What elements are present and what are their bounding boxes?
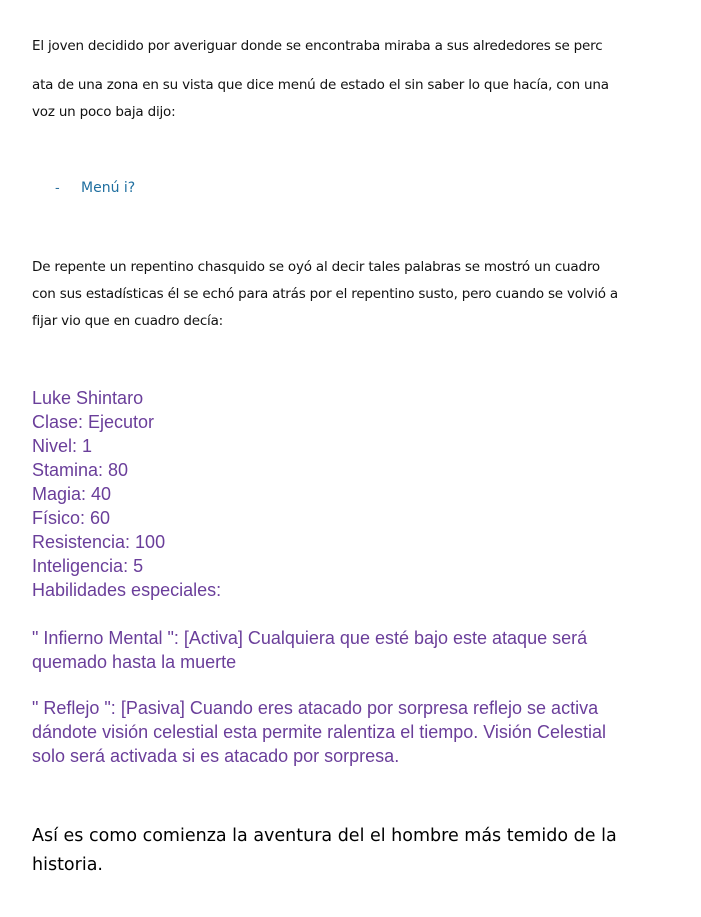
status-physical: Físico: 60 bbox=[32, 508, 111, 528]
status-level: Nivel: 1 bbox=[32, 436, 93, 456]
status-stamina: Stamina: 80 bbox=[32, 460, 129, 480]
intro-line-3: voz un poco baja dijo: bbox=[32, 104, 176, 120]
dialogue-dash: - bbox=[55, 181, 60, 196]
intro-line-2: ata de una zona en su vista que dice menú de estado el sin saber lo que hacía, con una bbox=[32, 77, 609, 93]
closing-line-1: Así es como comienza la aventura del el hombre más temido de la bbox=[32, 826, 617, 846]
narration-line-3: fijar vio que en cuadro decía: bbox=[32, 313, 224, 329]
status-special-header: Habilidades especiales: bbox=[32, 580, 222, 600]
status-class: Clase: Ejecutor bbox=[32, 412, 155, 432]
status-name: Luke Shintaro bbox=[32, 388, 144, 408]
ability-2-line-3: solo será activada si es atacado por sorpresa. bbox=[32, 746, 400, 766]
status-resistance: Resistencia: 100 bbox=[32, 532, 166, 552]
status-magic: Magia: 40 bbox=[32, 484, 112, 504]
dialogue-text: Menú i? bbox=[81, 180, 136, 196]
ability-1-line-1: " Infierno Mental ": [Activa] Cualquiera que esté bajo este ataque será bbox=[32, 628, 588, 648]
closing-line-2: historia. bbox=[32, 855, 103, 875]
ability-2-line-2: dándote visión celestial esta permite ralentiza el tiempo. Visión Celestial bbox=[32, 722, 606, 742]
ability-1-line-2: quemado hasta la muerte bbox=[32, 652, 237, 672]
ability-2-line-1: " Reflejo ": [Pasiva] Cuando eres atacado por sorpresa reflejo se activa bbox=[32, 698, 599, 718]
narration-line-2: con sus estadísticas él se echó para atrás por el repentino susto, pero cuando se volvió a bbox=[32, 286, 618, 302]
status-intelligence: Inteligencia: 5 bbox=[32, 556, 144, 576]
intro-line-1: El joven decidido por averiguar donde se encontraba miraba a sus alrededores se perc bbox=[32, 38, 603, 54]
narration-line-1: De repente un repentino chasquido se oyó al decir tales palabras se mostró un cuadro bbox=[32, 259, 600, 275]
